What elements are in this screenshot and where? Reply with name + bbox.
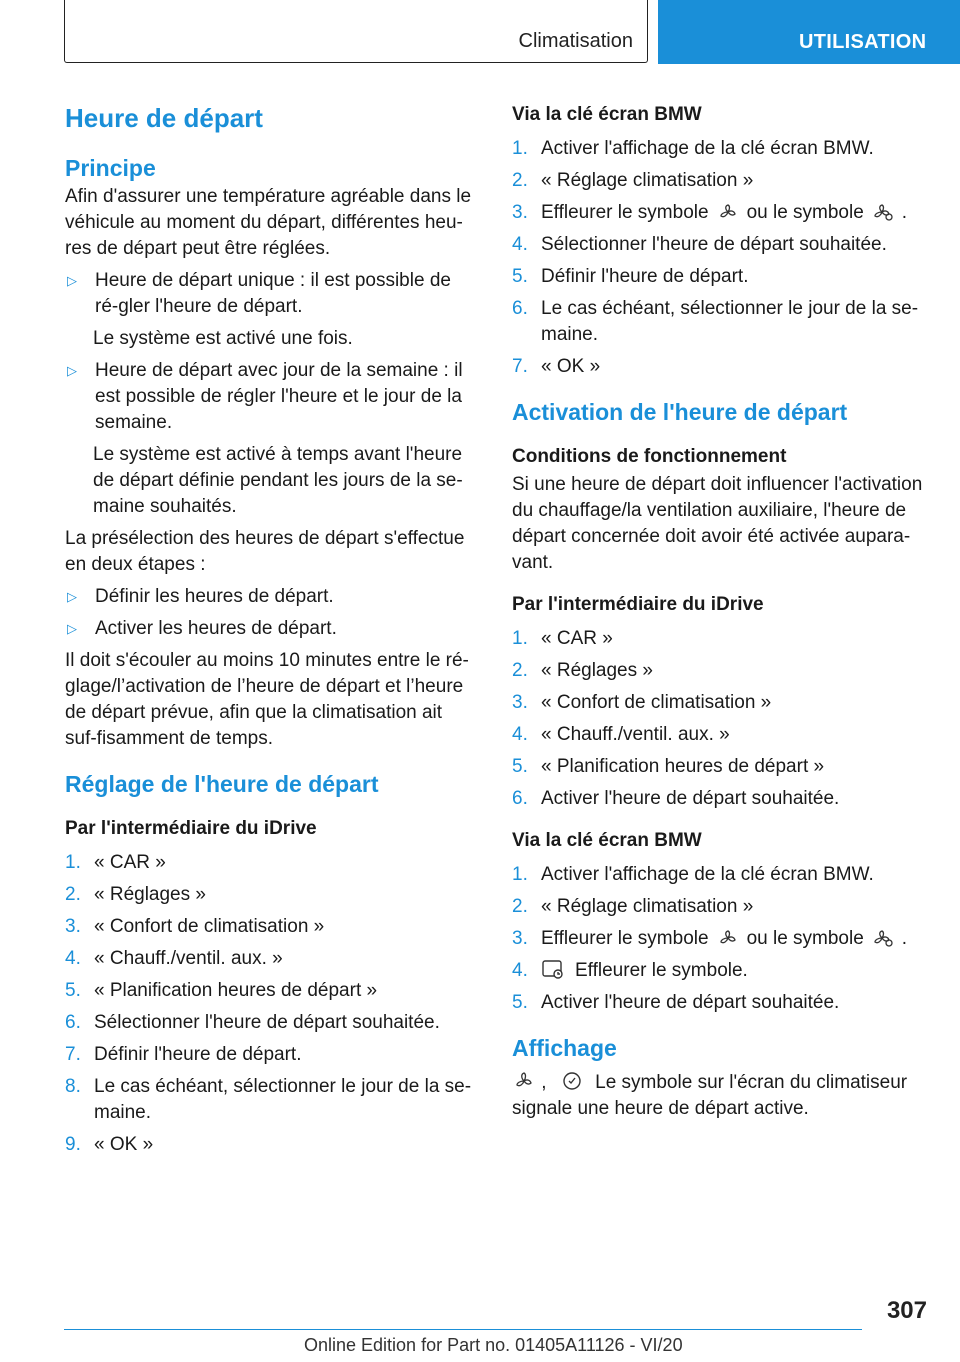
fan-icon: [717, 929, 739, 947]
list-item: [512, 862, 926, 888]
list-item: [512, 264, 926, 290]
step-number: 7.: [65, 1044, 81, 1065]
display-separator: ,: [541, 1072, 547, 1093]
step-number: 3.: [512, 692, 528, 713]
section-box: [64, 0, 648, 63]
page-number: 307: [886, 1297, 927, 1324]
idrive-heading: Par l'intermédiaire du iDrive: [512, 594, 764, 615]
step-text: Activer l'affichage de la clé écran BMW.: [541, 864, 874, 885]
step-number: 2.: [512, 896, 528, 917]
step-number: 4.: [512, 960, 528, 981]
page-header: [0, 0, 960, 66]
delay-text: Il doit s'écouler au moins 10 minutes entre le ré-glage/l’activation de l’heure de départ et l’heure de départ prévue, afin que la climatisation ait suf-fisamment de temps.: [65, 650, 469, 749]
step-number: 6.: [65, 1012, 81, 1033]
list-item: [65, 914, 477, 940]
step-text: « Réglage climatisation »: [541, 896, 754, 917]
idrive-steps: [65, 850, 477, 1158]
fan-icon: [512, 1070, 536, 1092]
step-text: Définir l'heure de départ.: [541, 266, 749, 287]
step-text: Activer l'heure de départ souhaitée.: [541, 788, 840, 809]
list-item: [512, 168, 926, 194]
idrive-heading: Par l'intermédiaire du iDrive: [65, 818, 317, 839]
step-text: Sélectionner l'heure de départ souhaitée.: [94, 1012, 440, 1033]
step-text: Le cas échéant, sélectionner le jour de la se-maine.: [541, 298, 919, 345]
step-text: Activer l'affichage de la clé écran BMW.: [541, 138, 874, 159]
step-text: « CAR »: [94, 852, 166, 873]
step-text: Définir l'heure de départ.: [94, 1044, 302, 1065]
bullet-subtext: Le système est activé à temps avant l'heure de départ définie pendant les jours de la se-maine souhaités.: [93, 444, 463, 517]
list-item: [512, 200, 926, 226]
step-text: Effleurer le symbole.: [575, 960, 748, 981]
step-number: 7.: [512, 356, 528, 377]
key-steps: [512, 862, 926, 1016]
step-number: 1.: [512, 628, 528, 649]
step-text: « Planification heures de départ »: [94, 980, 378, 1001]
idrive-steps: [512, 626, 926, 812]
section-title: Climatisation: [518, 30, 633, 52]
list-item: [512, 136, 926, 162]
list-item: [65, 850, 477, 876]
chapter-tab: [658, 0, 960, 64]
step-text: ou le symbole: [746, 202, 864, 223]
step-number: 2.: [65, 884, 81, 905]
edition-text: Online Edition for Part no. 01405A11126 - VI/20: [304, 1335, 683, 1355]
list-item: [65, 1010, 477, 1036]
step-number: 3.: [65, 916, 81, 937]
principle-heading: Principe: [65, 155, 156, 181]
list-item: [512, 722, 926, 748]
list-item: [512, 786, 926, 812]
step-number: 4.: [512, 724, 528, 745]
list-item: [512, 990, 926, 1016]
step-number: 1.: [512, 864, 528, 885]
step-text: ou le symbole: [746, 928, 864, 949]
display-text: Le symbole sur l'écran du climatiseur signale une heure de départ active.: [512, 1072, 908, 1119]
step-number: 5.: [512, 992, 528, 1013]
bullet-text: Heure de départ avec jour de la semaine : il est possible de régler l'heure et le jour de la semaine.: [95, 360, 463, 433]
bullet-text: Activer les heures de départ.: [95, 618, 337, 639]
chapter-title: UTILISATION: [799, 31, 927, 53]
list-item: [65, 946, 477, 972]
step-number: 4.: [65, 948, 81, 969]
step-text: « Confort de climatisation »: [94, 916, 325, 937]
step-number: 2.: [512, 170, 528, 191]
list-item: [65, 1042, 477, 1068]
step-number: 4.: [512, 234, 528, 255]
step-number: 5.: [512, 756, 528, 777]
list-item: [512, 658, 926, 684]
list-item: [65, 882, 477, 908]
bullet-item: [65, 268, 477, 320]
bullet-item: [65, 584, 477, 610]
key-heading: Via la clé écran BMW: [512, 830, 702, 851]
step-number: 3.: [512, 202, 528, 223]
step-text: .: [901, 928, 908, 949]
step-text: « CAR »: [541, 628, 613, 649]
step-text: .: [901, 202, 908, 223]
list-item: [512, 626, 926, 652]
step-text: Effleurer le symbole: [541, 202, 709, 223]
conditions-text: Si une heure de départ doit influencer l'activation du chauffage/la ventilation auxiliaire, l'heure de départ concernée doit avoir été activée aupara-vant.: [512, 474, 923, 573]
step-text: « OK »: [94, 1134, 154, 1155]
list-item: [512, 354, 926, 380]
display-paragraph: [512, 1070, 926, 1122]
step-text: « Réglage climatisation »: [541, 170, 754, 191]
step-text: « Planification heures de départ »: [541, 756, 825, 777]
step-number: 8.: [65, 1076, 81, 1097]
step-number: 9.: [65, 1134, 81, 1155]
step-text: « Chauff./ventil. aux. »: [94, 948, 283, 969]
step-number: 3.: [512, 928, 528, 949]
activation-heading: Activation de l'heure de départ: [512, 399, 848, 425]
step-number: 2.: [512, 660, 528, 681]
list-item: [512, 296, 926, 348]
timer-box-icon: [541, 958, 565, 980]
step-text: Activer l'heure de départ souhaitée.: [541, 992, 840, 1013]
bullet-text: Définir les heures de départ.: [95, 586, 334, 607]
step-number: 5.: [512, 266, 528, 287]
step-text: Sélectionner l'heure de départ souhaitée.: [541, 234, 887, 255]
left-column: [65, 100, 477, 1158]
step-text: Effleurer le symbole: [541, 928, 709, 949]
list-item: [512, 232, 926, 258]
step-text: Le cas échéant, sélectionner le jour de la se-maine.: [94, 1076, 472, 1123]
step-number: 6.: [512, 788, 528, 809]
step-text: « Chauff./ventil. aux. »: [541, 724, 730, 745]
list-item: [65, 978, 477, 1004]
list-item: [512, 754, 926, 780]
page-title: Heure de départ: [65, 103, 263, 133]
step-text: « OK »: [541, 356, 601, 377]
clock-icon: [560, 1070, 584, 1092]
display-heading: Affichage: [512, 1035, 617, 1061]
bullet-text: Heure de départ unique : il est possible de ré-gler l'heure de départ.: [95, 270, 451, 317]
bullet-item: [65, 358, 477, 436]
setting-heading: Réglage de l'heure de départ: [65, 771, 379, 797]
step-text: « Réglages »: [94, 884, 206, 905]
triangle-right-icon: ▷: [67, 363, 77, 378]
fan-timer-icon: [872, 203, 894, 221]
list-item: [512, 690, 926, 716]
fan-timer-icon: [872, 929, 894, 947]
triangle-right-icon: ▷: [67, 273, 77, 288]
bullet-item: [65, 616, 477, 642]
key-heading: Via la clé écran BMW: [512, 104, 702, 125]
list-item: [65, 1132, 477, 1158]
principle-text: Afin d'assurer une température agréable dans le véhicule au moment du départ, différentes heu-res de départ peut être réglées.: [65, 186, 472, 259]
list-item: [512, 926, 926, 952]
list-item: [512, 958, 926, 984]
key-steps: [512, 136, 926, 380]
list-item: [512, 894, 926, 920]
list-item: [65, 1074, 477, 1126]
step-text: « Réglages »: [541, 660, 653, 681]
conditions-heading: Conditions de fonctionnement: [512, 446, 787, 467]
step-number: 1.: [512, 138, 528, 159]
triangle-right-icon: ▷: [67, 621, 77, 636]
step-number: 1.: [65, 852, 81, 873]
fan-icon: [717, 203, 739, 221]
step-number: 6.: [512, 298, 528, 319]
preselect-text: La présélection des heures de départ s'effectue en deux étapes :: [65, 528, 465, 575]
right-column: [512, 100, 926, 1126]
step-text: « Confort de climatisation »: [541, 692, 772, 713]
step-number: 5.: [65, 980, 81, 1001]
footer-divider: [64, 1329, 862, 1330]
triangle-right-icon: ▷: [67, 589, 77, 604]
bullet-subtext: Le système est activé une fois.: [93, 328, 353, 349]
